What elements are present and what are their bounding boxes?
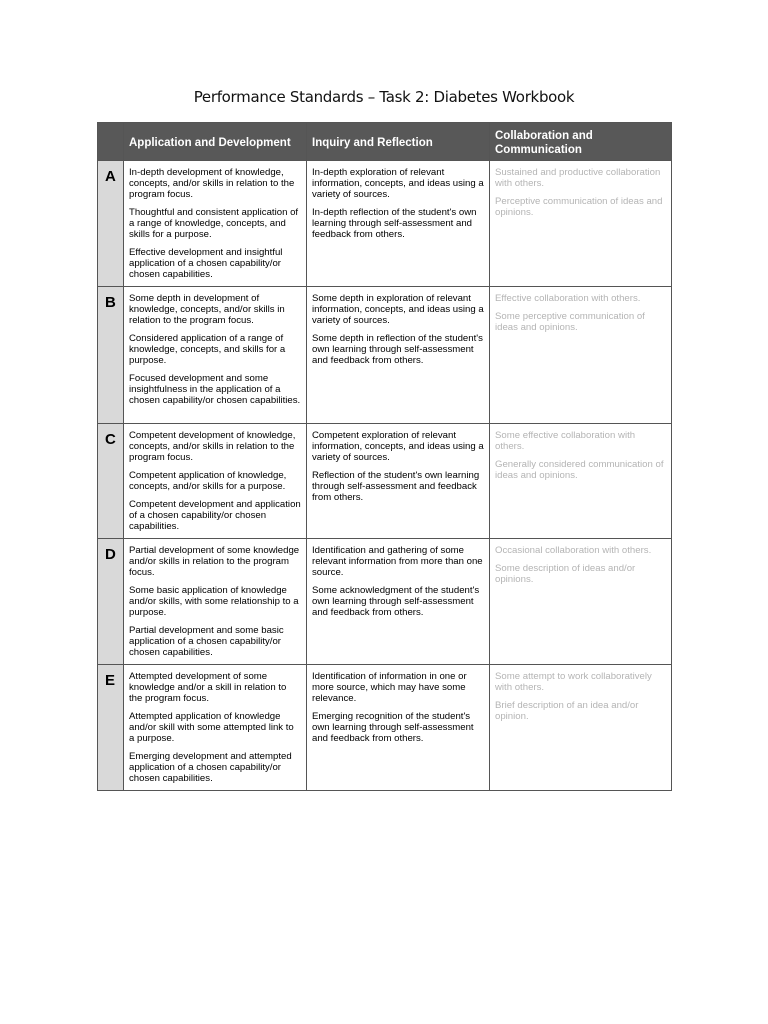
descriptor: In-depth exploration of relevant information, concepts, and ideas using a variety of sources. — [312, 167, 484, 200]
application-cell — [124, 161, 307, 287]
descriptor: Perceptive communication of ideas and opinions. — [495, 196, 663, 218]
descriptor: Competent application of knowledge, concepts, and/or skills for a purpose. — [129, 470, 287, 492]
descriptor: Brief description of an idea and/or opinion. — [495, 700, 639, 722]
descriptor: Effective collaboration with others. — [495, 293, 641, 304]
collaboration-cell — [490, 161, 672, 287]
descriptor: Effective development and insightful application of a chosen capability/or chosen capabilities. — [129, 247, 283, 280]
descriptor: Emerging recognition of the student's own learning through self-assessment and feedback from others. — [312, 711, 474, 744]
inquiry-cell — [307, 539, 490, 665]
descriptor: Competent exploration of relevant information, concepts, and ideas using a variety of sources. — [312, 430, 484, 463]
descriptor: In-depth development of knowledge, concepts, and/or skills in relation to the program focus. — [129, 167, 295, 200]
collaboration-cell — [490, 665, 672, 791]
grade-label: C — [98, 424, 124, 539]
header-application: Application and Development — [124, 123, 307, 161]
descriptor: Some description of ideas and/or opinions. — [495, 563, 636, 585]
inquiry-cell — [307, 665, 490, 791]
header-collaboration: Collaboration and Communication — [490, 123, 672, 161]
descriptor: Emerging development and attempted application of a chosen capability/or chosen capabilities. — [129, 751, 292, 784]
descriptor: Partial development and some basic application of a chosen capability/or chosen capabilities. — [129, 625, 284, 658]
descriptor: Thoughtful and consistent application of a range of knowledge, concepts, and skills for a purpose. — [129, 207, 299, 240]
application-cell — [124, 665, 307, 791]
application-cell — [124, 287, 307, 424]
descriptor: Some depth in reflection of the student's own learning through self-assessment and feedback from others. — [312, 333, 483, 366]
descriptor: Identification and gathering of some relevant information from more than one source. — [312, 545, 483, 578]
descriptor: Considered application of a range of knowledge, concepts, and skills for a purpose. — [129, 333, 286, 366]
descriptor: Focused development and some insightfulness in the application of a chosen capability/or chosen capabilities. — [129, 373, 301, 406]
descriptor: Some basic application of knowledge and/or skills, with some relationship to a purpose. — [129, 585, 299, 618]
table-row-e — [98, 665, 672, 791]
descriptor: Some depth in exploration of relevant information, concepts, and ideas using a variety of sources. — [312, 293, 484, 326]
descriptor: Competent development of knowledge, concepts, and/or skills in relation to the program focus. — [129, 430, 296, 463]
descriptor: Generally considered communication of ideas and opinions. — [495, 459, 664, 481]
descriptor: Identification of information in one or more source, which may have some relevance. — [312, 671, 467, 704]
table-row-b — [98, 287, 672, 424]
header-row — [98, 123, 672, 161]
application-cell — [124, 424, 307, 539]
descriptor: Sustained and productive collaboration with others. — [495, 167, 661, 189]
descriptor: Attempted application of knowledge and/or skill with some attempted link to a purpose. — [129, 711, 294, 744]
descriptor: Partial development of some knowledge and/or skills in relation to the program focus. — [129, 545, 300, 578]
grade-label: D — [98, 539, 124, 665]
descriptor: Some effective collaboration with others. — [495, 430, 636, 452]
descriptor: Competent development and application of a chosen capability/or chosen capabilities. — [129, 499, 301, 532]
table-row-d — [98, 539, 672, 665]
descriptor: Attempted development of some knowledge and/or a skill in relation to the program focus. — [129, 671, 287, 704]
inquiry-cell — [307, 161, 490, 287]
application-cell — [124, 539, 307, 665]
collaboration-cell — [490, 287, 672, 424]
descriptor: Some depth in development of knowledge, concepts, and/or skills in relation to the program focus. — [129, 293, 285, 326]
table-row-c — [98, 424, 672, 539]
page-title: Performance Standards – Task 2: Diabetes Workbook — [193, 88, 575, 106]
grade-label: E — [98, 665, 124, 791]
descriptor: Some attempt to work collaboratively with others. — [495, 671, 652, 693]
descriptor: Some acknowledgment of the student's own learning through self-assessment and feedback from others. — [312, 585, 480, 618]
header-corner — [98, 123, 124, 161]
grade-label: A — [98, 161, 124, 287]
collaboration-cell — [490, 539, 672, 665]
descriptor: Some perceptive communication of ideas and opinions. — [495, 311, 645, 333]
descriptor: In-depth reflection of the student's own learning through self-assessment and feedback from others. — [312, 207, 477, 240]
inquiry-cell — [307, 424, 490, 539]
header-inquiry: Inquiry and Reflection — [307, 123, 490, 161]
inquiry-cell — [307, 287, 490, 424]
collaboration-cell — [490, 424, 672, 539]
descriptor: Occasional collaboration with others. — [495, 545, 652, 556]
table-row-a — [98, 161, 672, 287]
descriptor: Reflection of the student's own learning through self-assessment and feedback from others. — [312, 470, 480, 503]
performance-standards-table — [97, 122, 672, 791]
grade-label: B — [98, 287, 124, 424]
